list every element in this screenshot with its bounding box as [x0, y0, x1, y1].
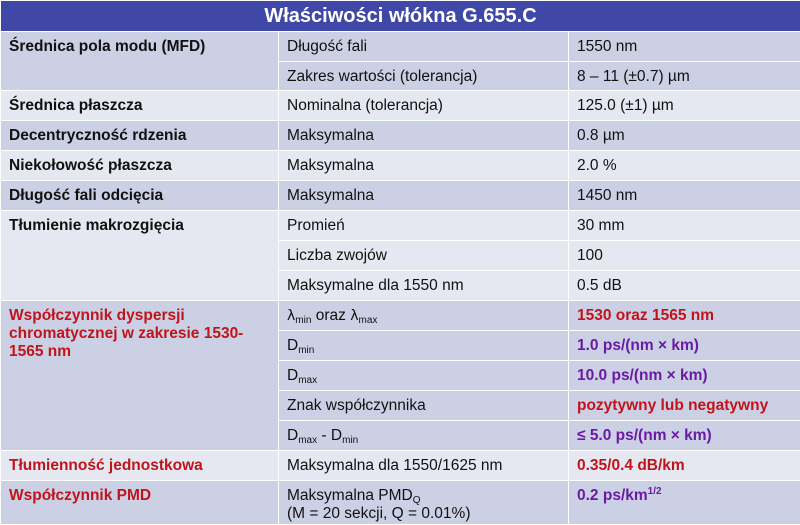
macrobend-value-max: 0.5 dB [569, 271, 800, 301]
d-symbol: D [287, 427, 299, 444]
cladding-label: Średnica płaszcza [1, 91, 279, 121]
pmd-value [569, 481, 800, 525]
attenuation-value: 0.35/0.4 dB/km [569, 451, 800, 481]
attenuation-param: Maksymalna dla 1550/1625 nm [279, 451, 569, 481]
dispersion-param-dmin [279, 331, 569, 361]
macrobend-param-max: Maksymalne dla 1550 nm [279, 271, 569, 301]
core-concentricity-param: Maksymalna [279, 121, 569, 151]
macrobend-value-turns: 100 [569, 241, 800, 271]
dmax-sub-2: max [298, 435, 318, 446]
dispersion-value-dmax-dmin: ≤ 5.0 ps/(nm × km) [569, 421, 800, 451]
pmd-param-main: Maksymalna PMD [287, 487, 413, 504]
mfd-param-range: Zakres wartości (tolerancja) [279, 62, 569, 91]
lambda-min-sub: min [295, 315, 312, 326]
minus-sign: - [321, 427, 327, 444]
lambda-symbol-2: λ [350, 308, 359, 324]
d-symbol: D [287, 337, 299, 354]
dmax-sub: max [298, 375, 318, 386]
pmd-param-sub: Q [412, 495, 421, 506]
dispersion-value-dmax: 10.0 ps/(nm × km) [569, 361, 800, 391]
dispersion-param-dmax-dmin [279, 421, 569, 451]
table-title: Właściwości włókna G.655.C [1, 1, 800, 32]
pmd-param-note: (M = 20 sekcji, Q = 0.01%) [287, 505, 471, 522]
d-symbol: D [287, 367, 299, 384]
cladding-value: 125.0 (±1) µm [569, 91, 800, 121]
cladding-noncircularity-value: 2.0 % [569, 151, 800, 181]
pmd-value-sup: 1/2 [647, 486, 662, 497]
macrobend-value-radius: 30 mm [569, 211, 800, 241]
core-concentricity-label: Decentryczność rdzenia [1, 121, 279, 151]
cladding-param: Nominalna (tolerancja) [279, 91, 569, 121]
dispersion-value-sign: pozytywny lub negatywny [569, 391, 800, 421]
macrobend-param-turns: Liczba zwojów [279, 241, 569, 271]
cladding-noncircularity-label: Niekołowość płaszcza [1, 151, 279, 181]
cutoff-value: 1450 nm [569, 181, 800, 211]
macrobend-label: Tłumienie makrozgięcia [1, 211, 279, 301]
mfd-value-range: 8 – 11 (±0.7) µm [569, 62, 800, 91]
attenuation-label: Tłumienność jednostkowa [1, 451, 279, 481]
dmin-sub-2: min [342, 435, 359, 446]
core-concentricity-value: 0.8 µm [569, 121, 800, 151]
lambda-symbol: λ [287, 308, 296, 324]
cutoff-param: Maksymalna [279, 181, 569, 211]
mfd-label: Średnica pola modu (MFD) [1, 32, 279, 91]
macrobend-param-radius: Promień [279, 211, 569, 241]
cutoff-label: Długość fali odcięcia [1, 181, 279, 211]
pmd-value-main: 0.2 ps/km [577, 487, 648, 504]
pmd-param [279, 481, 569, 525]
dispersion-label: Współczynnik dyspersji chromatycznej w zakresie 1530-1565 nm [1, 301, 279, 451]
dmin-sub: min [298, 345, 315, 356]
dispersion-param-lambda [279, 301, 569, 331]
d-symbol-2: D [330, 427, 343, 444]
dispersion-param-dmax [279, 361, 569, 391]
lambda-oraz: oraz [315, 307, 346, 324]
dispersion-param-sign: Znak współczynnika [279, 391, 569, 421]
dispersion-value-lambda: 1530 oraz 1565 nm [569, 301, 800, 331]
cladding-noncircularity-param: Maksymalna [279, 151, 569, 181]
mfd-param-wavelength: Długość fali [279, 32, 569, 62]
dispersion-value-dmin: 1.0 ps/(nm × km) [569, 331, 800, 361]
pmd-label: Współczynnik PMD [1, 481, 279, 525]
mfd-value-wavelength: 1550 nm [569, 32, 800, 62]
lambda-max-sub: max [358, 315, 378, 326]
